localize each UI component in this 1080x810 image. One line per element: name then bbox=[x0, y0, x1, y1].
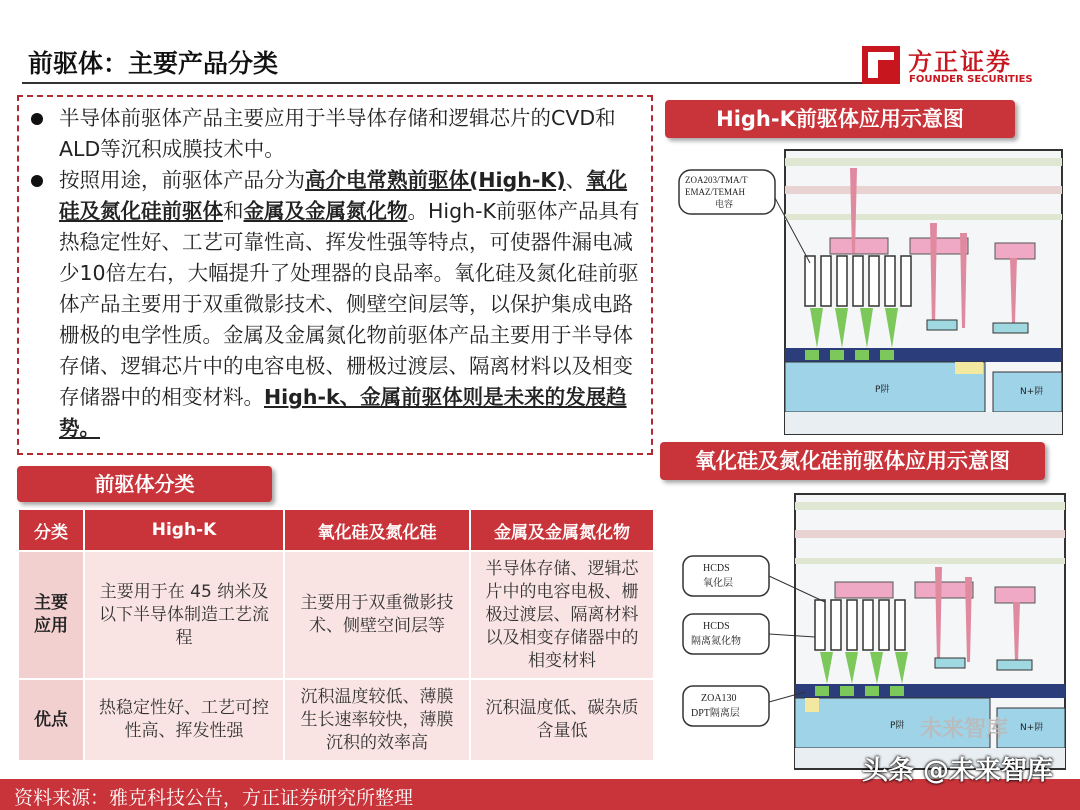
callout-line: HCDS bbox=[703, 621, 730, 632]
table-header: 分类 bbox=[18, 509, 84, 551]
table-cell: 主要用于双重微影技术、侧壁空间层等 bbox=[284, 551, 470, 679]
callout-box bbox=[683, 686, 769, 726]
bullet-text: 。High-K前驱体产品具有热稳定性好、工艺可靠性高、挥发性强等特点，可使器件漏电减少10倍左右，大幅提升了处理器的良品率。氧化硅及氮化硅前驱体产品主要用于双重微影技术、侧壁空间层等，以保护集成电路栅极的电学性质。金属及金属氮化物前驱体产品主要用于半导体存储、逻辑芯片中的电容电极、栅极过渡层、隔离材料以及相变存储器中的相变材料。 bbox=[59, 199, 640, 409]
bullet-item bbox=[29, 165, 641, 444]
region-left-label: P阱 bbox=[875, 385, 890, 395]
row-header: 主要应用 bbox=[18, 551, 84, 679]
title-bar bbox=[22, 38, 842, 84]
bullet-text: 、 bbox=[565, 168, 587, 192]
bullet-highlight: 氧化硅及氮化硅前驱体 bbox=[59, 168, 628, 223]
callout-box bbox=[683, 556, 769, 596]
callout-line: 隔离氮化物 bbox=[691, 636, 741, 647]
row-header: 优点 bbox=[18, 679, 84, 761]
bullet-text: 半导体前驱体产品主要应用于半导体存储和逻辑芯片的CVD和ALD等沉积成膜技术中。 bbox=[59, 106, 616, 161]
callout-line: ZOA203/TMA/T bbox=[685, 175, 748, 185]
callout-line: 氧化层 bbox=[703, 578, 733, 589]
watermark-top: 未来智库 bbox=[920, 717, 1009, 742]
logo-name-cn: 方正证券 bbox=[908, 48, 1012, 76]
callout-line: ZOA130 bbox=[701, 693, 737, 704]
bullet-highlight: 金属及金属氮化物 bbox=[243, 199, 408, 223]
table-header-row bbox=[18, 509, 654, 551]
bullet-highlight: 高介电常熟前驱体(High-K) bbox=[305, 168, 566, 192]
table-header: 金属及金属氮化物 bbox=[470, 509, 654, 551]
diagram1-label: High-K前驱体应用示意图 bbox=[665, 100, 1015, 138]
bullet-highlight: High-k、金属前驱体则是未来的发展趋势。 bbox=[59, 385, 627, 440]
bullet-dot-icon bbox=[31, 175, 43, 187]
table-cell: 热稳定性好、工艺可控性高、挥发性强 bbox=[84, 679, 284, 761]
callout-line: HCDS bbox=[703, 563, 730, 574]
title-underline bbox=[22, 82, 872, 84]
table-row bbox=[18, 551, 654, 679]
classification-table bbox=[17, 508, 655, 762]
logo-name-en: FOUNDER SECURITIES bbox=[909, 74, 1033, 85]
table-row bbox=[18, 679, 654, 761]
logo-mark-icon bbox=[862, 46, 900, 84]
bullet-box bbox=[17, 95, 653, 455]
oxide-nitride-diagram bbox=[675, 492, 1070, 777]
callout-line: 电容 bbox=[715, 199, 734, 209]
bullet-item bbox=[29, 103, 641, 165]
founder-logo bbox=[862, 42, 1042, 92]
bullet-dot-icon bbox=[31, 113, 43, 125]
table-cell: 半导体存储、逻辑芯片中的电容电极、栅极过渡层、隔离材料以及相变存储器中的相变材料 bbox=[470, 551, 654, 679]
table-cell: 主要用于在 45 纳米及以下半导体制造工艺流程 bbox=[84, 551, 284, 679]
table-cell: 沉积温度低、碳杂质含量低 bbox=[470, 679, 654, 761]
callout-line: EMAZ/TEMAH bbox=[685, 187, 745, 197]
high-k-diagram bbox=[675, 148, 1070, 438]
region-left-label: P阱 bbox=[890, 721, 905, 731]
diagram2-label: 氧化硅及氮化硅前驱体应用示意图 bbox=[660, 442, 1045, 480]
table-label: 前驱体分类 bbox=[17, 466, 272, 502]
region-right-label: N+阱 bbox=[1020, 387, 1044, 397]
source-note: 资料来源：雅克科技公告，方正证券研究所整理 bbox=[14, 787, 414, 809]
bullet-text: 和 bbox=[223, 199, 244, 223]
callout-box bbox=[683, 614, 769, 654]
table-header: 氧化硅及氮化硅 bbox=[284, 509, 470, 551]
page-title: 前驱体：主要产品分类 bbox=[28, 49, 279, 78]
table-header: High-K bbox=[84, 509, 284, 551]
table-cell: 沉积温度较低、薄膜生长速率较快，薄膜沉积的效率高 bbox=[284, 679, 470, 761]
callout-line: DPT隔离层 bbox=[691, 708, 740, 719]
region-right-label: N+阱 bbox=[1020, 723, 1044, 733]
bullet-text: 按照用途，前驱体产品分为 bbox=[59, 168, 305, 192]
watermark: 头条 @未来智库 bbox=[862, 756, 1054, 786]
